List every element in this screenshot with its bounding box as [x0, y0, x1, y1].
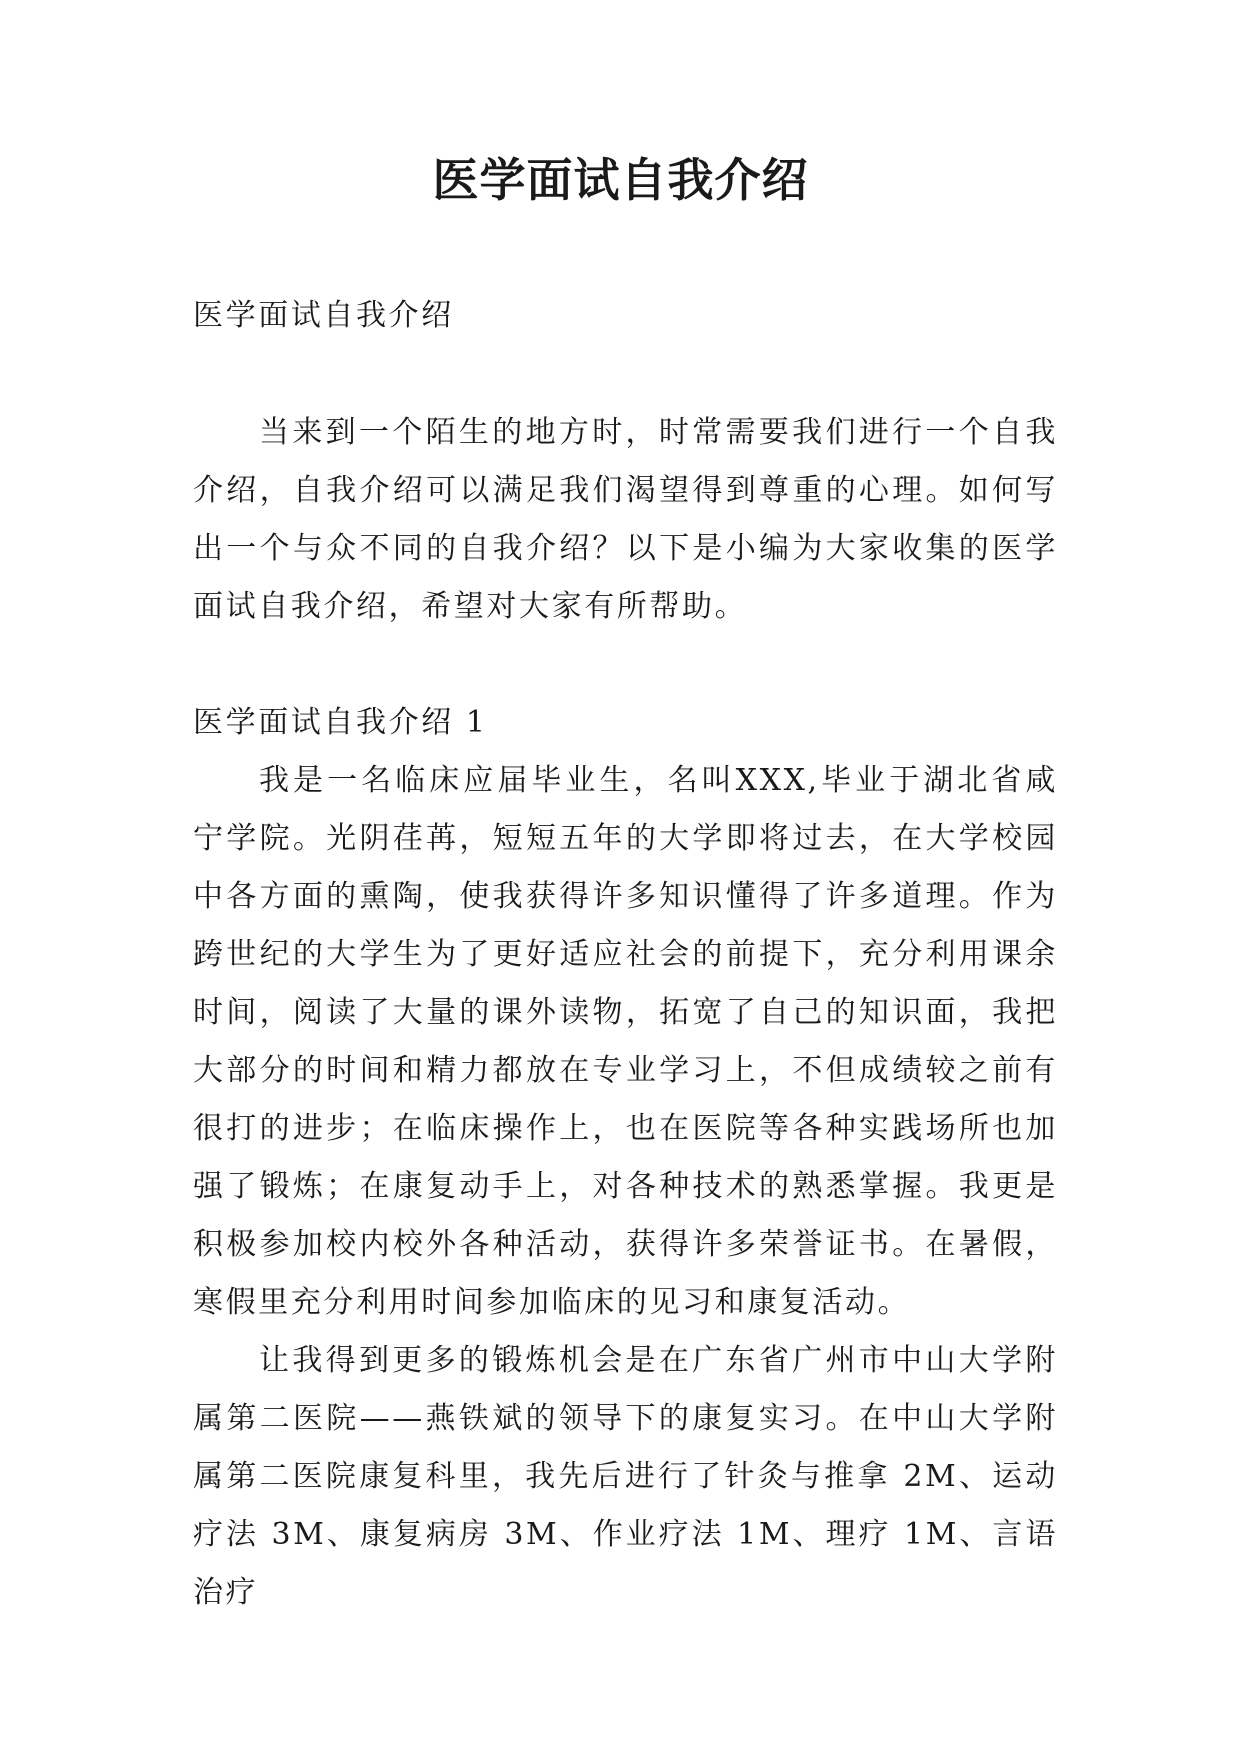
- body-paragraph-2: 让我得到更多的锻炼机会是在广东省广州市中山大学附属第二医院——燕铁斌的领导下的康复实习。在中山大学附属第二医院康复科里，我先后进行了针灸与推拿 2M、运动疗法 3M、康复病房 3M、作业疗法 1M、理疗 1M、言语治疗: [193, 1343, 1058, 1610]
- section-heading: 医学面试自我介绍 1: [193, 705, 488, 740]
- document-subtitle: 医学面试自我介绍: [193, 298, 454, 333]
- document-title: 医学面试自我介绍: [432, 153, 809, 207]
- body-paragraph-1: 我是一名临床应届毕业生，名叫XXX,毕业于湖北省咸宁学院。光阴荏苒，短短五年的大学即将过去，在大学校园中各方面的熏陶，使我获得许多知识懂得了许多道理。作为跨世纪的大学生为了更好适应社会的前提下，充分利用课余时间，阅读了大量的课外读物，拓宽了自己的知识面，我把大部分的时间和精力都放在专业学习上，不但成绩较之前有很打的进步；在临床操作上，也在医院等各种实践场所也加强了锻炼；在康复动手上，对各种技术的熟悉掌握。我更是积极参加校内校外各种活动，获得许多荣誉证书。在暑假，寒假里充分利用时间参加临床的见习和康复活动。: [193, 763, 1058, 1320]
- intro-paragraph: 当来到一个陌生的地方时，时常需要我们进行一个自我介绍，自我介绍可以满足我们渴望得到尊重的心理。如何写出一个与众不同的自我介绍？以下是小编为大家收集的医学面试自我介绍，希望对大家有所帮助。: [193, 415, 1058, 624]
